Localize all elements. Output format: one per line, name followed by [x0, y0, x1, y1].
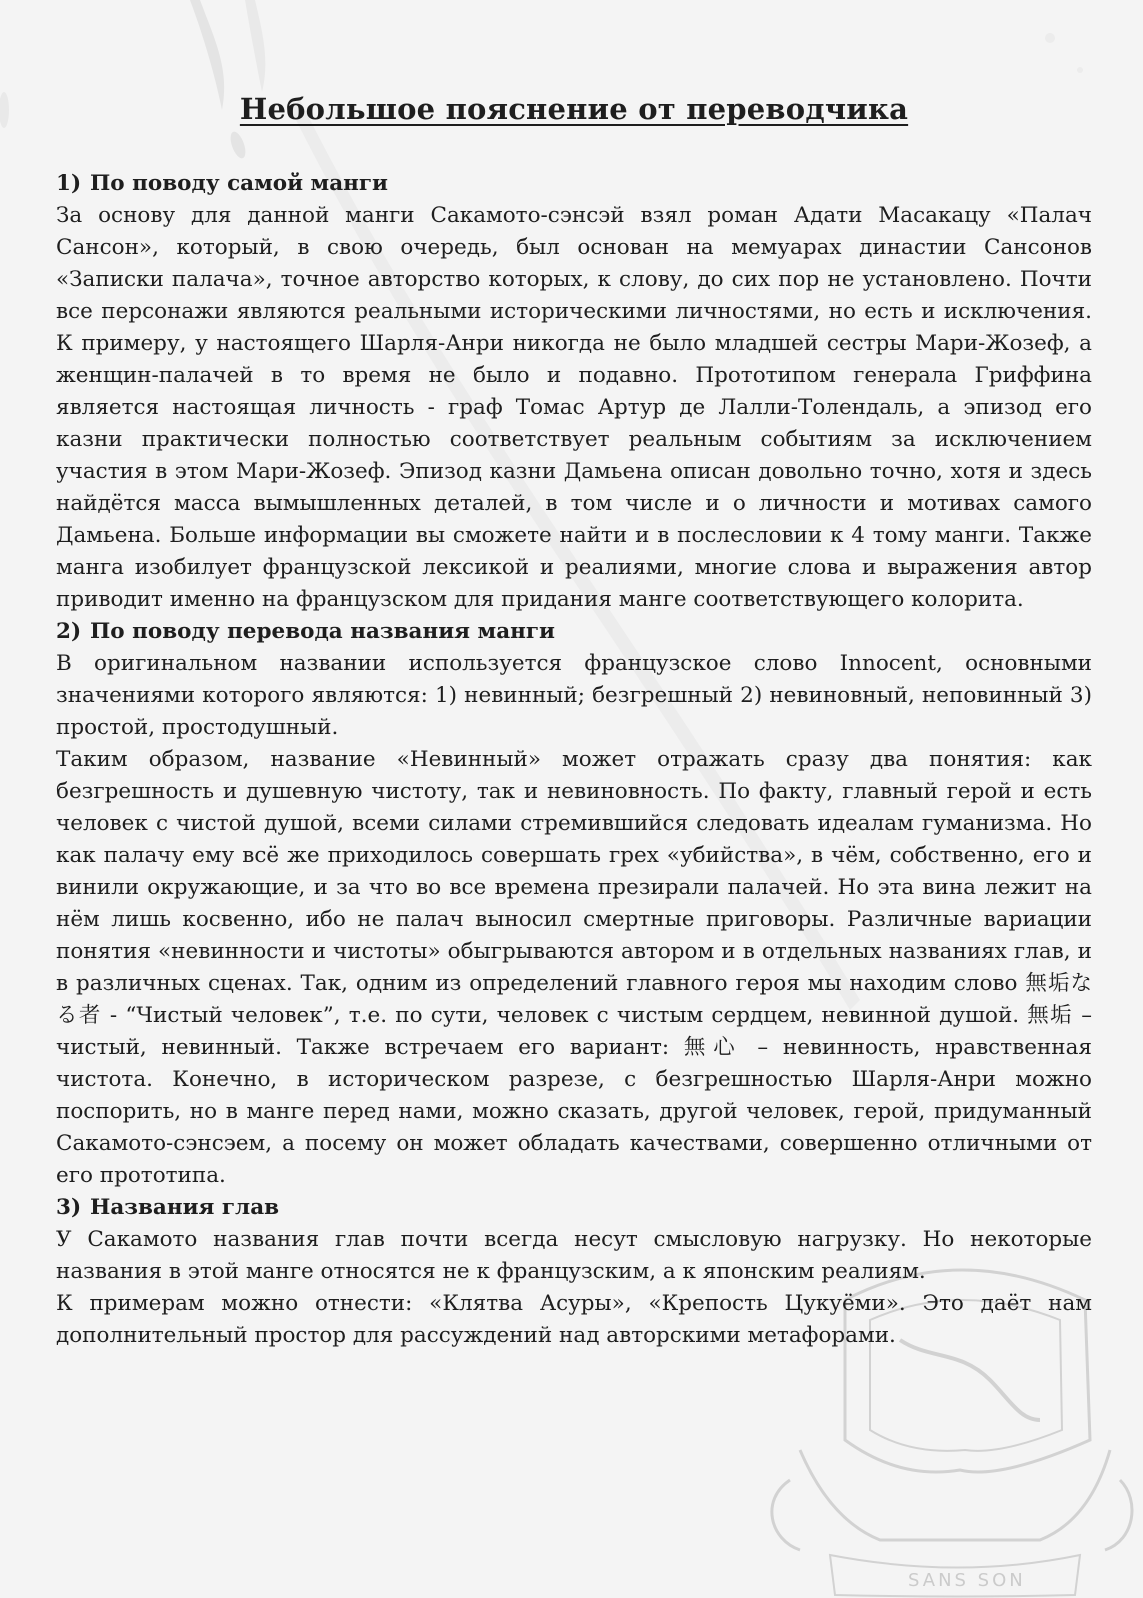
document-body: [56, 92, 1092, 1352]
section-3: [56, 1192, 1092, 1352]
emblem-text: SANS SON: [908, 1570, 1026, 1591]
paragraph: У Сакамото названия глав почти всегда несут смысловую нагрузку. Но некоторые названия в этой манге относятся не к французским, а к японским реалиям.: [56, 1227, 1092, 1284]
section-heading: [56, 168, 1092, 200]
section-2: [56, 616, 1092, 1192]
section-1: [56, 168, 1092, 616]
section-title: Названия глав: [90, 1195, 280, 1220]
paragraph: К примерам можно отнести: «Клятва Асуры», «Крепость Цукуёми». Это даёт нам дополнительный простор для рассуждений над авторскими метафорами.: [56, 1291, 1092, 1348]
section-title: По поводу самой манги: [90, 171, 388, 196]
paragraph: За основу для данной манги Сакамото-сэнсэй взял роман Адати Масакацу «Палач Сансон», который, в свою очередь, был основан на мемуарах династии Сансонов «Записки палача», точное авторство которых, к слову, до сих пор не установлено. Почти все персонажи являются реальными историческими личностями, но есть и исключения. К примеру, у настоящего Шарля-Анри никогда не было младшей сестры Мари-Жозеф, а женщин-палачей в то время не было и подавно. Прототипом генерала Гриффина является настоящая личность - граф Томас Артур де Лалли-Толендаль, а эпизод его казни практически полностью соответствует реальным событиям за исключением участия в этом Мари-Жозеф. Эпизод казни Дамьена описан довольно точно, хотя и здесь найдётся масса вымышленных деталей, в том числе и о личности и мотивах самого Дамьена. Больше информации вы сможете найти и в послесловии к 4 тому манги. Также манга изобилует французской лексикой и реалиями, многие слова и выражения автор приводит именно на французском для придания манге соответствующего колорита.: [56, 203, 1092, 612]
section-title: По поводу перевода названия манги: [90, 619, 555, 644]
section-heading: [56, 1192, 1092, 1224]
section-number: 3): [56, 1195, 82, 1220]
section-heading: [56, 616, 1092, 648]
section-number: 1): [56, 171, 82, 196]
paragraph: В оригинальном названии используется французское слово Innocent, основными значениями которого являются: 1) невинный; безгрешный 2) невиновный, неповинный 3) простой, простодушный.: [56, 651, 1092, 740]
paragraph: Таким образом, название «Невинный» может отражать сразу два понятия: как безгрешность и душевную чистоту, так и невиновность. По факту, главный герой и есть человек с чистой душой, всеми силами стремившийся следовать идеалам гуманизма. Но как палачу ему всё же приходилось совершать грех «убийства», в чём, собственно, его и винили окружающие, и за что во все времена презирали палачей. Но эта вина лежит на нём лишь косвенно, ибо не палач выносил смертные приговоры. Различные вариации понятия «невинности и чистоты» обыгрываются автором и в отдельных названиях глав, и в различных сценах. Так, одним из определений главного героя мы находим слово 無垢なる者 - “Чистый человек”, т.е. по сути, человек с чистым сердцем, невинной душой. 無垢 – чистый, невинный. Также встречаем его вариант: 無心 – невинность, нравственная чистота. Конечно, в историческом разрезе, с безгрешностью Шарля-Анри можно поспорить, но в манге перед нами, можно сказать, другой человек, герой, придуманный Сакамото-сэнсэем, а посему он может обладать качествами, совершенно отличными от его прототипа.: [56, 747, 1092, 1188]
page-title: Небольшое пояснение от переводчика: [239, 92, 909, 126]
section-number: 2): [56, 619, 82, 644]
